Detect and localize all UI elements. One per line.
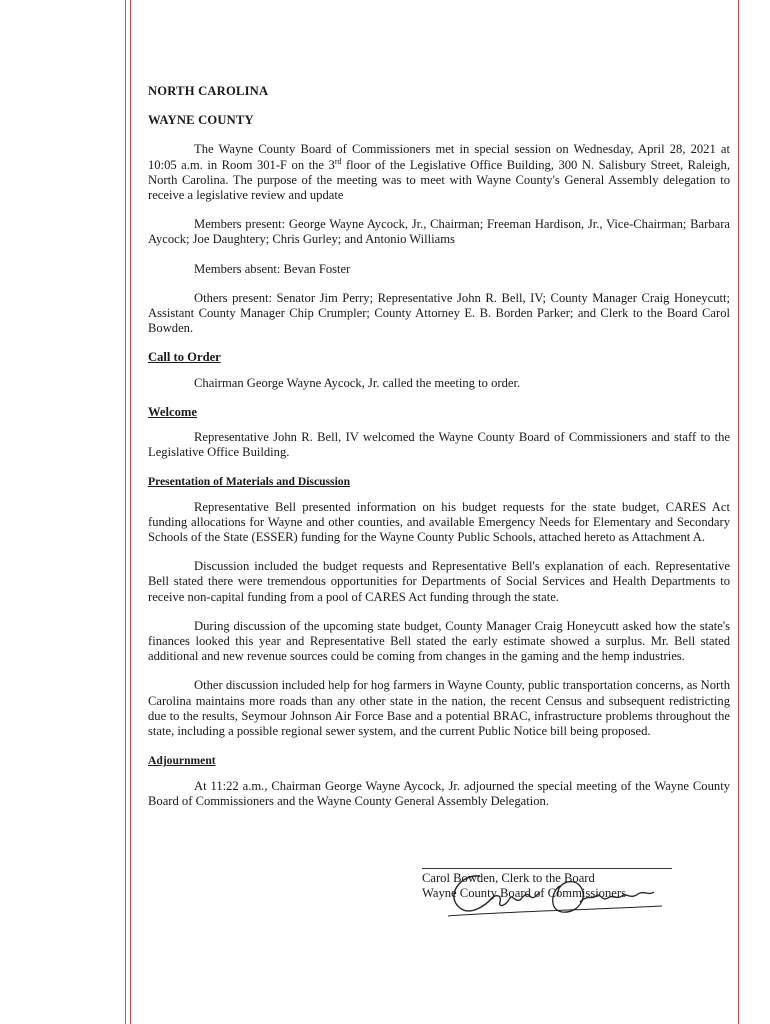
welcome-text: Representative John R. Bell, IV welcomed the Wayne County Board of Commissioners and staff to the Legislative Office Building. (148, 430, 730, 460)
signer-name: Carol Bowden, Clerk to the Board (422, 871, 595, 885)
intro-text-1: The Wayne County Board of Commissioners met in special session on Wednesday, April 28, 2021 at 10:05 a.m. in Room 301-F on the 3 (148, 142, 730, 172)
presentation-paragraph-3: During discussion of the upcoming state budget, County Manager Craig Honeycutt asked how the state's finances looked this year and Representative Bell stated the early estimate showed a surplus. Mr. Bell stated additional and new revenue sources could be coming from changes in the gaming and the hemp industries. (148, 618, 730, 664)
presentation-paragraph-1: Representative Bell presented information on his budget requests for the state budget, CARES Act funding allocations for Wayne and other counties, and available Emergency Needs for Elementary and Secondary Schools of the State (ESSER) funding for the Wayne County Public Schools, attached hereto as Attachment A. (148, 499, 730, 545)
call-to-order-text: Chairman George Wayne Aycock, Jr. called the meeting to order. (194, 375, 521, 390)
adjournment-text: At 11:22 a.m., Chairman George Wayne Aycock, Jr. adjourned the special meeting of the Wayne County Board of Commissioners and the Wayne County General Assembly Delegation. (148, 778, 730, 808)
others-present: Others present: Senator Jim Perry; Representative John R. Bell, IV; County Manager Craig Honeycutt; Assistant County Manager Chip Crumpler; County Attorney E. B. Borden Parker; and Clerk to the Board Carol Bowden. (148, 290, 730, 336)
presentation-title: Presentation of Materials and Discussion (148, 475, 351, 489)
intro-superscript: rd (334, 156, 342, 166)
adjournment-title: Adjournment (148, 754, 216, 768)
county-heading: WAYNE COUNTY (148, 113, 254, 128)
members-present: Members present: George Wayne Aycock, Jr., Chairman; Freeman Hardison, Jr., Vice-Chairman; Barbara Aycock; Joe Daughtery; Chris Gurley; and Antonio Williams (148, 217, 730, 247)
right-margin-rule (738, 0, 739, 1024)
welcome-title: Welcome (148, 404, 197, 419)
intro-text-2: floor of the Legislative Office Building, 300 N. Salisbury Street, Raleigh, North Carolina. The purpose of the meeting was to meet with Wayne County's General Assembly delegation to receive a legislative review and update (148, 157, 730, 203)
signature-block (422, 868, 722, 901)
left-margin-rule-outer (125, 0, 126, 1024)
presentation-paragraph-2: Discussion included the budget requests and Representative Bell's explanation of each. Representative Bell stated there were tremendous opportunities for Departments of Social Services and Health Departments to receive non-capital funding from a pool of CARES Act funding through the state. (148, 559, 730, 604)
intro-paragraph (148, 142, 730, 203)
state-heading: NORTH CAROLINA (148, 84, 269, 98)
call-to-order-title: Call to Order (148, 350, 221, 365)
minutes-document (148, 84, 730, 823)
signature-line (422, 868, 672, 869)
presentation-paragraph-4: Other discussion included help for hog farmers in Wayne County, public transportation concerns, as North Carolina maintains more roads than any other state in the nation, the recent Census and subsequent redistricting due to the results, Seymour Johnson Air Force Base and a potential BRAC, infrastructure problems throughout the state, including a possible regional sewer system, and the current Public Notice bill being proposed. (148, 678, 730, 739)
left-margin-rule-inner (130, 0, 131, 1024)
members-absent: Members absent: Bevan Foster (194, 261, 351, 276)
signer-organization: Wayne County Board of Commissioners (422, 886, 626, 901)
